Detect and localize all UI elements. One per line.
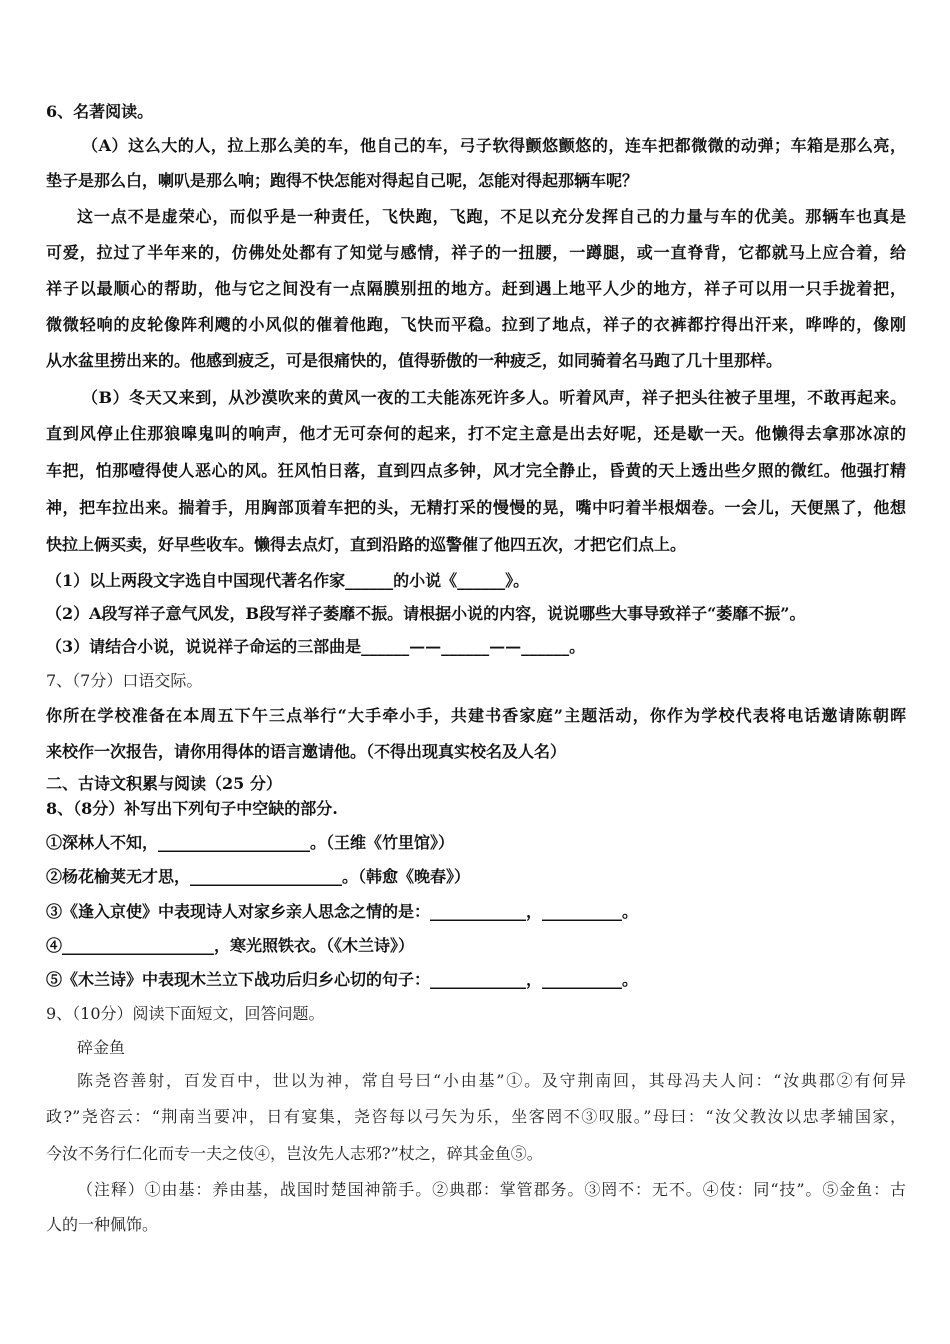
q8-item-1: ①深林人不知，___________________。（王维《竹里馆》） [46, 833, 455, 852]
q6-sub-question-2: （2）A段写祥子意气风发，B段写祥子萎靡不振。请根据小说的内容，说说哪些大事导致祥子“萎靡不振”。 [46, 604, 806, 623]
q9-passage-title: 碎金鱼 [77, 1038, 126, 1057]
q6-a-line-1: （A）这么大的人，拉上那么美的车，他自己的车，弓子软得颤悠颤悠的，连车把都微微的动弹；车箱是那么亮， [82, 136, 906, 155]
q6-b-line-3: 车把，怕那噎得使人恶心的风。狂风怕日落，直到四点多钟，风才完全静止，昏黄的天上透出些夕照的微红。他强打精 [46, 461, 906, 480]
q6-b-line-4: 神，把车拉出来。揣着手，用胸部顶着车把的头，无精打采的慢慢的晃，嘴中叼着半根烟卷。一会儿，天便黑了，他想 [46, 498, 906, 517]
q9-passage-line-3: 今汝不务行仁化而专一夫之伎④，岂汝先人志邪?”杖之，碎其金鱼⑤。 [46, 1144, 543, 1163]
q6-sub-question-3: （3）请结合小说，说说祥子命运的三部曲是______——______——______。 [46, 637, 586, 656]
q6-a-line-4: 可爱，拉过了半年来的，仿佛处处都有了知觉与感情，祥子的一扭腰，一蹲腿，或一直脊背，它都就马上应合着，给 [46, 243, 906, 262]
q7-line-2: 来校作一次报告，请你用得体的语言邀请他。（不得出现真实校名及人名） [46, 742, 567, 761]
q8-item-2: ②杨花榆荚无才思，___________________。（韩愈《晚春》） [46, 867, 471, 886]
q9-notes-line-2: 人的一种佩饰。 [46, 1215, 159, 1234]
q8-item-3: ③《逢入京使》中表现诗人对家乡亲人思念之情的是：____________，__________。 [46, 902, 639, 921]
q9-notes-line-1: （注释）①由基：养由基，战国时楚国神箭手。②典郡：掌管郡务。③罔不：无不。④伎：同“技”。⑤金鱼：古 [77, 1180, 906, 1199]
q6-a-line-3: 这一点不是虚荣心，而似乎是一种责任，飞快跑，飞跑，不足以充分发挥自己的力量与车的优美。那辆车也真是 [77, 207, 906, 226]
q6-a-line-6: 微微轻响的皮轮像阵利飕的小风似的催着他跑，飞快而平稳。拉到了地点，祥子的衣裤都拧得出汗来，哗哗的，像刚 [46, 315, 906, 334]
q8-item-5: ⑤《木兰诗》中表现木兰立下战功后归乡心切的句子：____________，__________。 [46, 970, 639, 989]
q6-b-line-5: 快拉上俩买卖，好早些收车。懒得去点灯，直到沿路的巡警催了他四五次，才把它们点上。 [46, 535, 687, 554]
q6-b-line-1: （B）冬天又来到，从沙漠吹来的黄风一夜的工夫能冻死许多人。听着风声，祥子把头往被子里埋，不敢再起来。 [82, 388, 906, 407]
q7-line-1: 你所在学校准备在本周五下午三点举行“大手牵小手，共建书香家庭”主题活动，你作为学校代表将电话邀请陈朝晖 [46, 706, 906, 725]
q7-heading: 7、（7分）口语交际。 [46, 671, 203, 690]
q9-passage-line-1: 陈尧咨善射，百发百中，世以为神，常自号曰“小由基”①。及守荆南回，其母冯夫人问：“汝典郡②有何异 [77, 1071, 906, 1090]
q6-a-line-5: 祥子以最顺心的帮助，他与它之间没有一点隔膜别扭的地方。赶到遇上地平人少的地方，祥子可以用一只手拢着把， [46, 279, 906, 298]
q6-b-line-2: 直到风停止住那狼嗥鬼叫的响声，他才无可奈何的起来，打不定主意是出去好呢，还是歇一天。他懒得去拿那冰凉的 [46, 424, 906, 443]
section-2-heading: 二、古诗文积累与阅读（25 分） [46, 774, 282, 793]
q6-a-line-2: 垫子是那么白，喇叭是那么响；跑得不快怎能对得起自己呢，怎能对得起那辆车呢？ [46, 171, 639, 190]
q6-sub-question-1: （1）以上两段文字选自中国现代著名作家______的小说《______》。 [46, 571, 530, 590]
q9-heading: 9、（10分）阅读下面短文，回答问题。 [46, 1004, 325, 1023]
q6-a-line-7: 从水盆里捞出来的。他感到疲乏，可是很痛快的，值得骄傲的一种疲乏，如同骑着名马跑了几十里那样。 [46, 351, 783, 370]
q8-heading: 8、（8分）补写出下列句子中空缺的部分. [46, 799, 338, 818]
q6-heading: 6、名著阅读。 [46, 102, 154, 121]
q9-passage-line-2: 政?”尧咨云：“荆南当要冲，日有宴集，尧咨每以弓矢为乐，坐客罔不③叹服。”母曰：“汝父教汝以忠孝辅国家， [46, 1107, 906, 1126]
q8-item-4: ④___________________，寒光照铁衣。（《木兰诗》） [46, 936, 415, 955]
